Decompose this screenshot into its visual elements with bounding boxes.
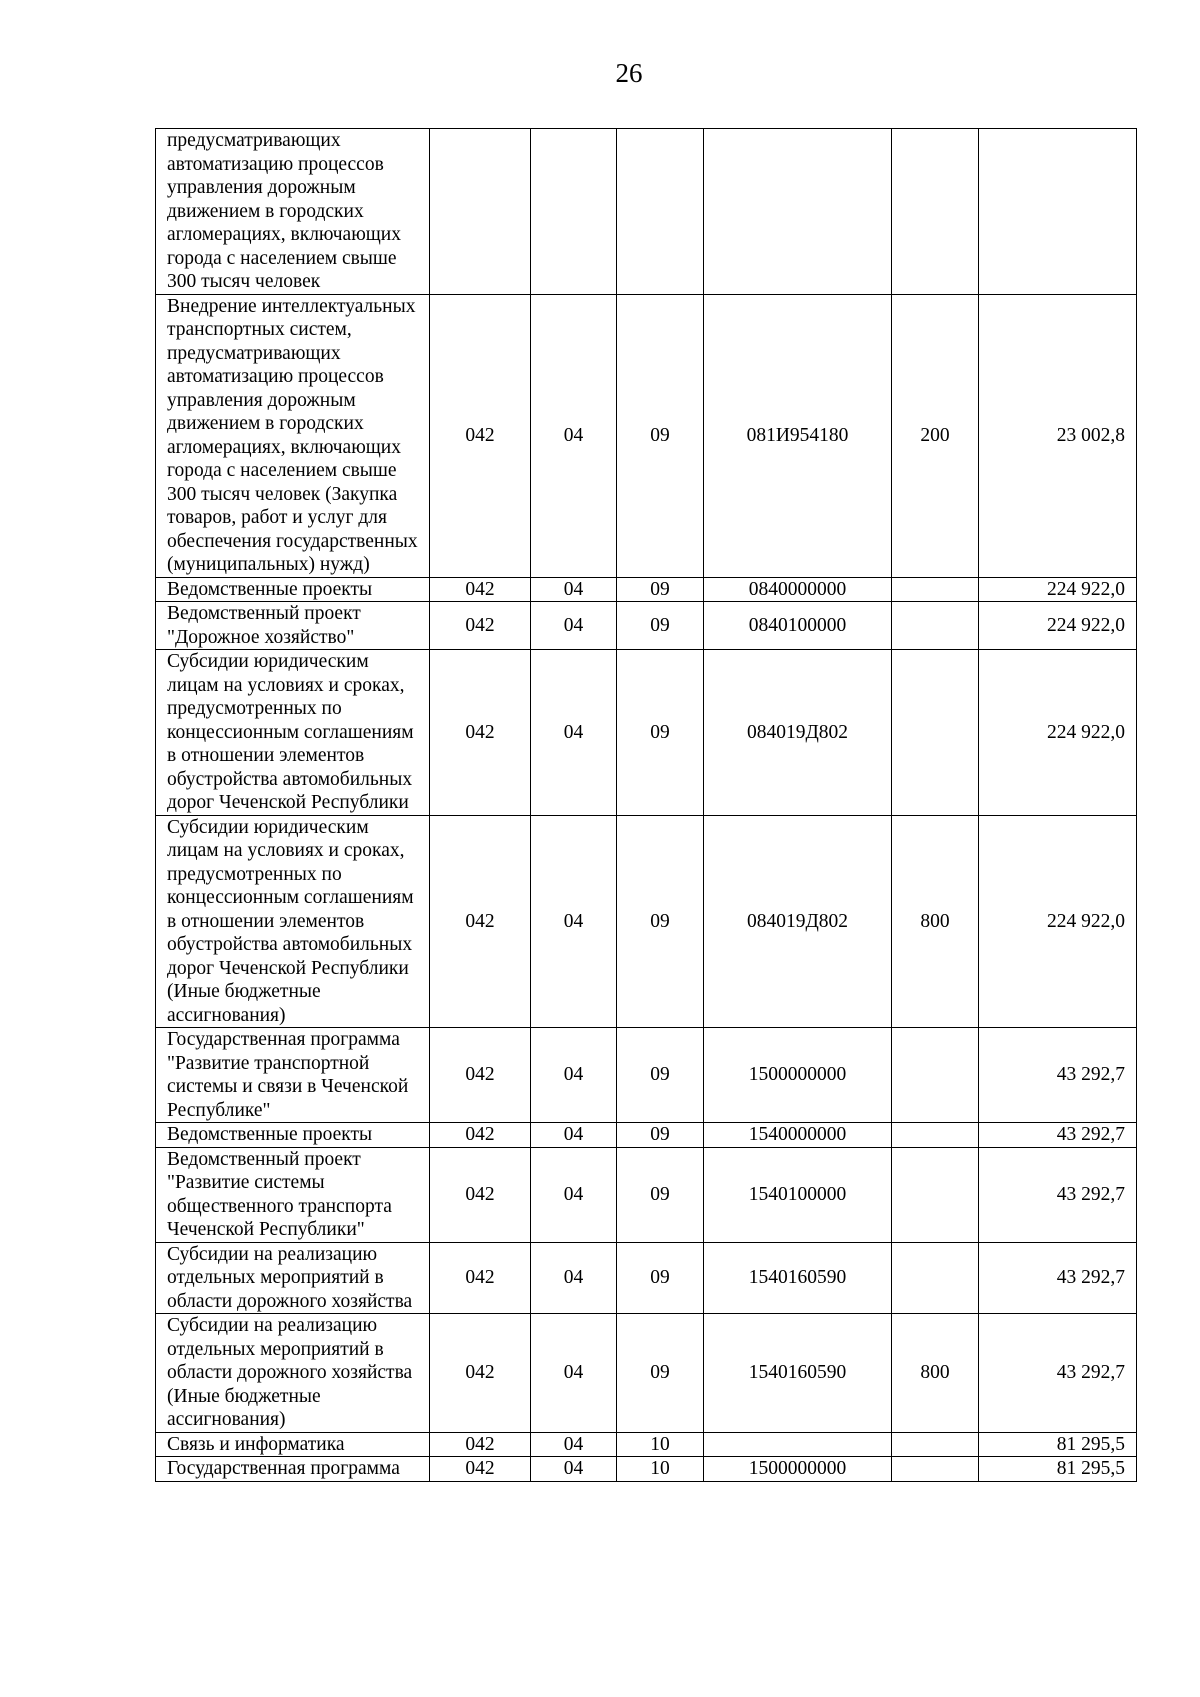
subsection-code-cell: 09 — [617, 294, 704, 577]
table-row — [156, 1432, 1137, 1457]
expense-type-cell — [892, 1147, 979, 1242]
row-name-cell: Государственная программа — [156, 1457, 430, 1482]
grbs-code-cell — [430, 129, 531, 295]
row-name-cell: Субсидии юридическим лицам на условиях и сроках, предусмотренных по концессионным соглашениям в отношении элементов обустройства автомобильных дорог Чеченской Республики — [156, 650, 430, 816]
section-code-cell: 04 — [531, 294, 617, 577]
amount-cell: 43 292,7 — [979, 1123, 1137, 1148]
amount-cell: 43 292,7 — [979, 1314, 1137, 1433]
table-row — [156, 1457, 1137, 1482]
subsection-code-cell: 10 — [617, 1457, 704, 1482]
grbs-code-cell: 042 — [430, 602, 531, 650]
section-code-cell: 04 — [531, 1314, 617, 1433]
row-name-cell: Субсидии юридическим лицам на условиях и сроках, предусмотренных по концессионным соглашениям в отношении элементов обустройства автомобильных дорог Чеченской Республики (Иные бюджетные ассигнования) — [156, 815, 430, 1028]
table-row — [156, 294, 1137, 577]
section-code-cell: 04 — [531, 602, 617, 650]
expense-type-cell — [892, 577, 979, 602]
row-name-cell: Ведомственные проекты — [156, 577, 430, 602]
grbs-code-cell: 042 — [430, 1147, 531, 1242]
expense-type-cell — [892, 129, 979, 295]
grbs-code-cell: 042 — [430, 650, 531, 816]
subsection-code-cell: 09 — [617, 1242, 704, 1314]
subsection-code-cell: 09 — [617, 650, 704, 816]
amount-cell: 43 292,7 — [979, 1242, 1137, 1314]
subsection-code-cell — [617, 129, 704, 295]
section-code-cell: 04 — [531, 1432, 617, 1457]
amount-cell: 43 292,7 — [979, 1147, 1137, 1242]
expense-type-cell — [892, 650, 979, 816]
subsection-code-cell: 09 — [617, 815, 704, 1028]
section-code-cell: 04 — [531, 650, 617, 816]
section-code-cell: 04 — [531, 1457, 617, 1482]
amount-cell: 23 002,8 — [979, 294, 1137, 577]
grbs-code-cell: 042 — [430, 1123, 531, 1148]
grbs-code-cell: 042 — [430, 1457, 531, 1482]
page-number: 26 — [615, 58, 643, 88]
target-article-cell: 1500000000 — [704, 1028, 892, 1123]
target-article-cell: 0840000000 — [704, 577, 892, 602]
section-code-cell: 04 — [531, 577, 617, 602]
amount-cell: 224 922,0 — [979, 602, 1137, 650]
row-name-cell: Субсидии на реализацию отдельных мероприятий в области дорожного хозяйства (Иные бюджетные ассигнования) — [156, 1314, 430, 1433]
table-row — [156, 815, 1137, 1028]
table-row — [156, 1028, 1137, 1123]
subsection-code-cell: 10 — [617, 1432, 704, 1457]
expense-type-cell — [892, 1457, 979, 1482]
expense-type-cell — [892, 602, 979, 650]
table-row — [156, 602, 1137, 650]
amount-cell: 81 295,5 — [979, 1457, 1137, 1482]
expense-type-cell: 800 — [892, 1314, 979, 1433]
target-article-cell: 0840100000 — [704, 602, 892, 650]
subsection-code-cell: 09 — [617, 1314, 704, 1433]
row-name-cell: Внедрение интеллектуальных транспортных систем, предусматривающих автоматизацию процессов управления дорожным движением в городских агломерациях, включающих города с населением свыше 300 тысяч человек (Закупка товаров, работ и услуг для обеспечения государственных (муниципальных) нужд) — [156, 294, 430, 577]
table-row — [156, 129, 1137, 295]
target-article-cell: 1540000000 — [704, 1123, 892, 1148]
subsection-code-cell: 09 — [617, 1028, 704, 1123]
target-article-cell: 084019Д802 — [704, 815, 892, 1028]
target-article-cell: 1540160590 — [704, 1242, 892, 1314]
budget-table — [155, 128, 1137, 1482]
table-row — [156, 1314, 1137, 1433]
section-code-cell: 04 — [531, 1028, 617, 1123]
grbs-code-cell: 042 — [430, 1314, 531, 1433]
row-name-cell: Связь и информатика — [156, 1432, 430, 1457]
expense-type-cell: 800 — [892, 815, 979, 1028]
grbs-code-cell: 042 — [430, 1028, 531, 1123]
grbs-code-cell: 042 — [430, 1242, 531, 1314]
target-article-cell — [704, 1432, 892, 1457]
table-row — [156, 577, 1137, 602]
target-article-cell: 1500000000 — [704, 1457, 892, 1482]
target-article-cell: 084019Д802 — [704, 650, 892, 816]
grbs-code-cell: 042 — [430, 294, 531, 577]
section-code-cell: 04 — [531, 1242, 617, 1314]
section-code-cell — [531, 129, 617, 295]
expense-type-cell — [892, 1123, 979, 1148]
expense-type-cell — [892, 1432, 979, 1457]
amount-cell: 224 922,0 — [979, 577, 1137, 602]
table-row — [156, 1242, 1137, 1314]
target-article-cell — [704, 129, 892, 295]
subsection-code-cell: 09 — [617, 577, 704, 602]
amount-cell: 81 295,5 — [979, 1432, 1137, 1457]
amount-cell — [979, 129, 1137, 295]
grbs-code-cell: 042 — [430, 815, 531, 1028]
table-row — [156, 650, 1137, 816]
row-name-cell: Ведомственный проект "Развитие системы общественного транспорта Чеченской Республики" — [156, 1147, 430, 1242]
target-article-cell: 1540100000 — [704, 1147, 892, 1242]
table-row — [156, 1147, 1137, 1242]
expense-type-cell — [892, 1242, 979, 1314]
subsection-code-cell: 09 — [617, 602, 704, 650]
target-article-cell: 081И954180 — [704, 294, 892, 577]
amount-cell: 224 922,0 — [979, 815, 1137, 1028]
amount-cell: 224 922,0 — [979, 650, 1137, 816]
row-name-cell: Ведомственный проект "Дорожное хозяйство" — [156, 602, 430, 650]
table-row — [156, 1123, 1137, 1148]
row-name-cell: предусматривающих автоматизацию процессов управления дорожным движением в городских агломерациях, включающих города с населением свыше 300 тысяч человек — [156, 129, 430, 295]
expense-type-cell — [892, 1028, 979, 1123]
section-code-cell: 04 — [531, 815, 617, 1028]
subsection-code-cell: 09 — [617, 1123, 704, 1148]
grbs-code-cell: 042 — [430, 577, 531, 602]
amount-cell: 43 292,7 — [979, 1028, 1137, 1123]
section-code-cell: 04 — [531, 1147, 617, 1242]
row-name-cell: Субсидии на реализацию отдельных мероприятий в области дорожного хозяйства — [156, 1242, 430, 1314]
grbs-code-cell: 042 — [430, 1432, 531, 1457]
subsection-code-cell: 09 — [617, 1147, 704, 1242]
row-name-cell: Ведомственные проекты — [156, 1123, 430, 1148]
row-name-cell: Государственная программа "Развитие транспортной системы и связи в Чеченской Республике" — [156, 1028, 430, 1123]
section-code-cell: 04 — [531, 1123, 617, 1148]
expense-type-cell: 200 — [892, 294, 979, 577]
target-article-cell: 1540160590 — [704, 1314, 892, 1433]
